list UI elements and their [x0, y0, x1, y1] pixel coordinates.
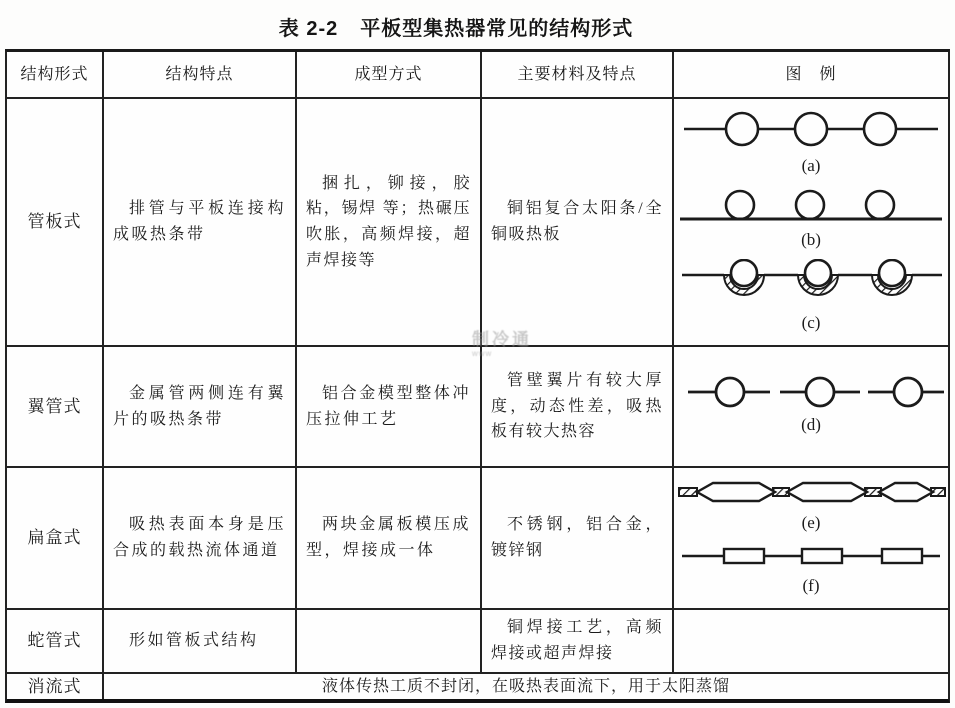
row2-form-cell: 翼管式 — [7, 347, 104, 468]
diagram-a-figure — [676, 108, 946, 179]
diagram-d-label: (d) — [801, 414, 821, 434]
table-number: 表 2-2 — [278, 18, 339, 40]
row1-form-cell: 管板式 — [7, 99, 104, 347]
row2-feature-cell — [104, 347, 297, 468]
pressed-pillow-channels-diagram-icon — [675, 477, 947, 507]
header-cell-material: 主要材料及特点 — [482, 52, 674, 99]
collector-structure-table — [5, 49, 950, 703]
row4-material-text: 铜焊接工艺，高频焊接或超声焊接 — [491, 619, 663, 662]
diagram-b-figure — [676, 184, 946, 253]
row1-material-text: 铜铝复合太阳条/全铜吸热板 — [491, 200, 663, 243]
row2-feature-text: 金属管两侧连有翼片的吸热条带 — [113, 384, 286, 428]
diagram-f-label: (f) — [802, 575, 820, 595]
row4-material-cell — [482, 610, 674, 674]
diagram-c-figure — [676, 259, 946, 336]
row3-feature-text: 吸热表面本身是压合成的载热流体通道 — [113, 516, 286, 559]
row1-material-cell — [482, 99, 674, 347]
row3-method-text: 两块金属板模压成型，焊接成一体 — [306, 516, 471, 559]
row3-feature-cell — [104, 468, 297, 610]
row1-feature-cell — [104, 99, 297, 347]
row4-diagram-cell-empty — [674, 610, 948, 674]
diagram-f-figure — [676, 542, 946, 599]
tubes-in-hatched-saddles-diagram-icon — [676, 259, 946, 307]
header-cell-illustration: 图 例 — [674, 52, 948, 99]
row5-merged-text: 液体传热工质不封闭，在吸热表面流下，用于太阳蒸馏 — [321, 677, 730, 695]
diagram-c-label: (c) — [801, 312, 821, 332]
header-cell-structure-feature: 结构特点 — [104, 52, 297, 99]
row3-material-text: 不锈钢，铝合金，镀锌钢 — [491, 516, 663, 559]
row5-merged-cell — [104, 674, 948, 699]
row3-material-cell — [482, 468, 674, 610]
row2-material-text: 管壁翼片有较大厚度，动态性差，吸热板有较大热容 — [491, 372, 663, 441]
header-cell-structure-form: 结构形式 — [7, 52, 104, 99]
row5-form-cell: 消流式 — [7, 674, 104, 699]
row3-form-cell: 扁盒式 — [7, 468, 104, 610]
header-cell-forming-method: 成型方式 — [297, 52, 482, 99]
row3-method-cell — [297, 468, 482, 610]
diagram-b-label: (b) — [801, 230, 821, 250]
row2-method-text: 铝合金模型整体冲压拉伸工艺 — [306, 384, 471, 428]
row1-method-text: 捆扎，铆接，胶粘，锡焊 等；热碾压吹胀，高频焊接，超声焊接等 — [306, 174, 471, 269]
row4-feature-text: 形如管板式结构 — [129, 632, 259, 650]
diagram-e-figure — [675, 477, 947, 536]
tubes-on-centerline-diagram-icon — [676, 108, 946, 150]
row4-form-cell: 蛇管式 — [7, 610, 104, 674]
plate-with-rect-channels-diagram-icon — [676, 542, 946, 570]
tubes-above-plate-diagram-icon — [676, 184, 946, 224]
diagram-d-figure — [676, 375, 946, 438]
row2-material-cell — [482, 347, 674, 468]
table-title-text: 平板型集热器常见的结构形式 — [360, 18, 634, 40]
row4-method-cell-empty — [297, 610, 482, 674]
row1-diagram-cell — [674, 99, 948, 347]
row1-feature-text: 排管与平板连接构成吸热条带 — [113, 200, 286, 243]
diagram-a-label: (a) — [801, 156, 821, 176]
row2-diagram-cell — [674, 347, 948, 468]
wing-tube-diagram-icon — [676, 375, 946, 409]
row1-method-cell — [297, 99, 482, 347]
row3-diagram-cell — [674, 468, 948, 610]
row4-feature-cell — [104, 610, 297, 674]
row2-method-cell — [297, 347, 482, 468]
watermark-text: 制冷通 — [472, 330, 532, 349]
table-title — [0, 12, 912, 41]
watermark-url-fragment: www — [472, 348, 493, 358]
diagram-e-label: (e) — [801, 513, 821, 533]
